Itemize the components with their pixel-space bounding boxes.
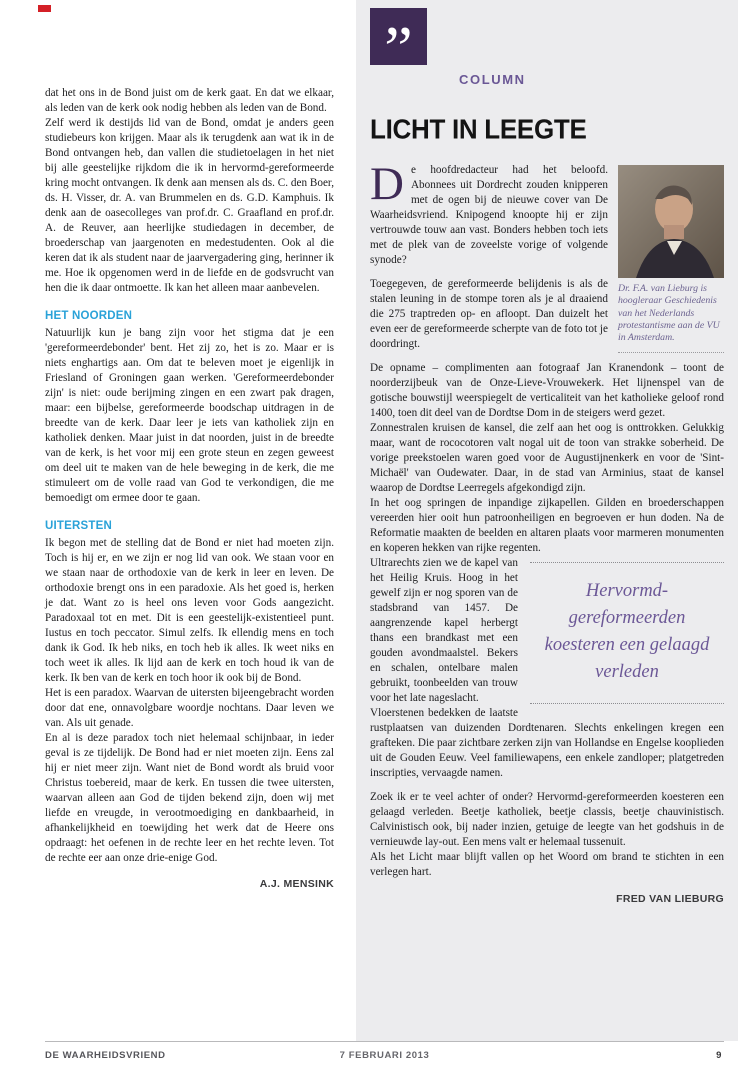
footer-page-number: 9 <box>716 1050 722 1061</box>
column-paragraph: Ultrarechts zien we de kapel van het Heilig Kruis. Hoog in het gewelf zijn er nog sporen van de stadsbrand van 1457. De aangrenzende kapel herbergt thans een brandkast met een gouden avondmaalstel. Bekers en schalen, ontelbare malen gebruikt, toonbeelden van trouw voor het late nageslacht. <box>370 557 518 704</box>
photo-caption: Dr. F.A. van Lieburg is hoogleraar Geschiedenis van het Nederlands protestantisme aan de VU in Amsterdam. <box>618 278 724 353</box>
column-paragraph: De hoofdredacteur had het beloofd. Abonnees uit Dordrecht zouden knipperen met de ogen bij de nieuwe cover van De Waarheidsvriend. Knipogend knoopte hij er zijn vertrouwde touw aan vast. Bonders hebben toch iets met de plek van de zoveelste vorige of volgende synode? <box>370 158 608 266</box>
column-paragraph: Als het Licht maar blijft vallen op het Woord om brand te stichten in een verlegen hart. <box>370 851 724 878</box>
corner-registration-mark <box>38 5 51 12</box>
column-title: LICHT IN LEEGTE <box>370 113 587 145</box>
column-paragraph: Vloerstenen bedekken de laatste rustplaatsen van duizenden Dordtenaren. Slechts enkelingen kregen een grafteken. Die paar zichtbare zerken zijn van Hollandse en Engelse kooplieden uit de Gouden Eeuw. Veel familiewapens, een enkele zandloper; platgetreden inscripties, vervaagde namen. <box>370 707 724 779</box>
column-body <box>370 158 724 907</box>
page-footer <box>45 1041 724 1061</box>
article-paragraph: Het is een paradox. Waarvan de uitersten bijeengebracht worden door dat ene, onnavolgbare woordje nochtans. Daar leven we van. Als uit genade. <box>45 687 334 729</box>
column-paragraph: Zonnestralen kruisen de kansel, die zelf aan het oog is onttrokken. Gelukkig maar, want de rococotoren valt nogal uit de toon van strakke soberheid. De vorige preekstoelen waren goed voor de Augustijnenkerk en voor de 'Sint-Michaël' van Oudewater. Daar, in de stad van Arminius, staat de kansel waarop de Dordtse Leerregels afgekondigd zijn. <box>370 422 724 494</box>
section-heading-het-noorden: HET NOORDEN <box>45 310 133 322</box>
column-paragraph: Zoek ik er te veel achter of onder? Hervormd-gereformeerden koesteren een gelaagd verleden. Beetje katholiek, beetje classis, beetje chauvinistisch. Calvinistisch ook, bij nader inzien, getuige de leegte van het godshuis in de vernieuwde lay-out. Een mens valt er helemaal tussenuit. <box>370 791 724 848</box>
section-heading-uitersten: UITERSTEN <box>45 520 112 532</box>
column-paragraph: De opname – complimenten aan fotograaf Jan Kranendonk – toont de noorderzijbeuk van de Onze-Lieve-Vrouwekerk. Het lijnenspel van de gotische bouwstijl weerspiegelt de verticaliteit van het katholieke geloof rond 1400, toen dit deel van de Dordtse Dom in de steigers werd gezet. <box>370 362 724 419</box>
column-paragraph: Toegegeven, de gereformeerde belijdenis is als de stalen leuning in de stompe toren als je al draaiend die 275 traptreden op- en afloopt. Dan duizelt het even eer de gereformeerde scherpte van de foto tot je doordringt. <box>370 278 608 350</box>
author-photo-placeholder <box>618 165 724 278</box>
author-figure <box>618 165 724 353</box>
quote-icon <box>370 8 427 65</box>
article-paragraph: dat het ons in de Bond juist om de kerk gaat. En dat we elkaar, als leden van de kerk ook nodig hebben als leden van de Bond. <box>45 87 334 114</box>
footer-magazine-name: DE WAARHEIDSVRIEND <box>45 1050 166 1061</box>
author-photo <box>618 165 724 278</box>
left-article-column <box>45 86 334 892</box>
column-author-byline: FRED VAN LIEBURG <box>616 893 724 905</box>
article-paragraph: Zelf werd ik destijds lid van de Bond, omdat je anders geen studiebeurs kon krijgen. Maar als ik terugdenk aan wat ik in de Bond ontvangen heb, dan vallen die studietoelagen in het niet bij alle geestelijke rijkdom die ik in hervormd-gereformeerde kring mocht ontvangen. Ik denk aan mensen als ds. C. den Boer, ds. H. Visser, dr. A. van Brummelen en ds. G.D. Kamphuis. Ik denk aan de oasecolleges van prof.dr. C. Graafland en prof.dr. A. de Reuver, aan heerlijke studiedagen in december, de broederschap van jaargenoten en medestudenten. Ook al die keren dat ik als student naar de jaarvergadering ging, herinner ik me. Hoe ik opgenomen werd in de liefde en de godsvrucht van hen die ik daar ontmoette. Ik kan het alleen maar aanbevelen. <box>45 117 334 294</box>
column-kicker: COLUMN <box>459 72 526 87</box>
article-author-byline: A.J. MENSINK <box>259 878 334 890</box>
quote-glyph: ” <box>384 12 413 65</box>
article-paragraph: En al is deze paradox toch niet helemaal schijnbaar, in ieder geval is ze tijdelijk. De Bond had er niet moeten zijn. Eens zal hij er niet meer zijn. Want niet de Bond wordt als bruid voor Christus toebereid, maar de kerk. En tussen die twee uitersten, waarvan alleen aan God de tijden bekend zijn, doen wij met liefde en vreugde, in verootmoediging en dankbaarheid, in afhankelijkheid en toewijding het werk dat de Heere ons opdraagt: het oefenen in de rechte leer en het rechte leven. Tot de rechte eer aan onze drie-enige God. <box>45 732 334 864</box>
footer-date: 7 FEBRUARI 2013 <box>339 1050 430 1061</box>
column-paragraph: In het oog springen de inpandige zijkapellen. Gilden en broederschappen vereerden hier ooit hun patroonheiligen en begroeven er hun doden. Na de Reformatie maakten de beelden en altaren plaats voor marmeren monumenten en koperen hekken van rijke regenten. <box>370 497 724 554</box>
article-paragraph: Natuurlijk kun je bang zijn voor het stigma dat je een 'gereformeerdebonder' bent. Het zij zo, het is zo. Maar er is niets enghartigs aan. Om dat te beleven moet je eigenlijk in Friesland of Groningen gaan werken. 'Gereformeerdebonder zijn' is niet: oude berijming zingen en een zwart pak dragen, maar: een bijbelse, gereformeerde boodschap uitdragen in de breedte van de kerk. Daar leer je iets van katholiek zijn en katholiek denken. Maar juist in dat noorden, juist in de breedte van de kerk, is het voor mij een grote steun en zegen geweest om deel uit te maken van de hele beweging in de kerk, die me stimuleert om de volle raad van God te verkondigen, die me bemoedigt om ermee door te gaan. <box>45 327 334 504</box>
article-paragraph: Ik begon met de stelling dat de Bond er niet had moeten zijn. Toch is hij er, en we zijn er nog lid van ook. We staan voor en we staan naar de orthodoxie van de kerk in leer en leven. De orthodoxie brengt ons in een paradoxie. Als het goed is, herken je dat. Want zo is heel ons leven voor Gods aangezicht. Paradoxaal tot en met. Dit is een geestelijk-existentieel punt. Iustus en toch peccator. Simul zelfs. Ik ellendig mens en toch dank ik God. Ik heb niks, en toch heb ik alles. Ik weet niks en toch weet ik alles. Ik lijd aan de kerk en toch houd ik van de kerk. Ik ben van de kerk en toch hoor ik ook bij de Bond. <box>45 537 334 684</box>
pull-quote: Hervormd-gereformeerden koesteren een gelaagd verleden <box>530 562 724 704</box>
